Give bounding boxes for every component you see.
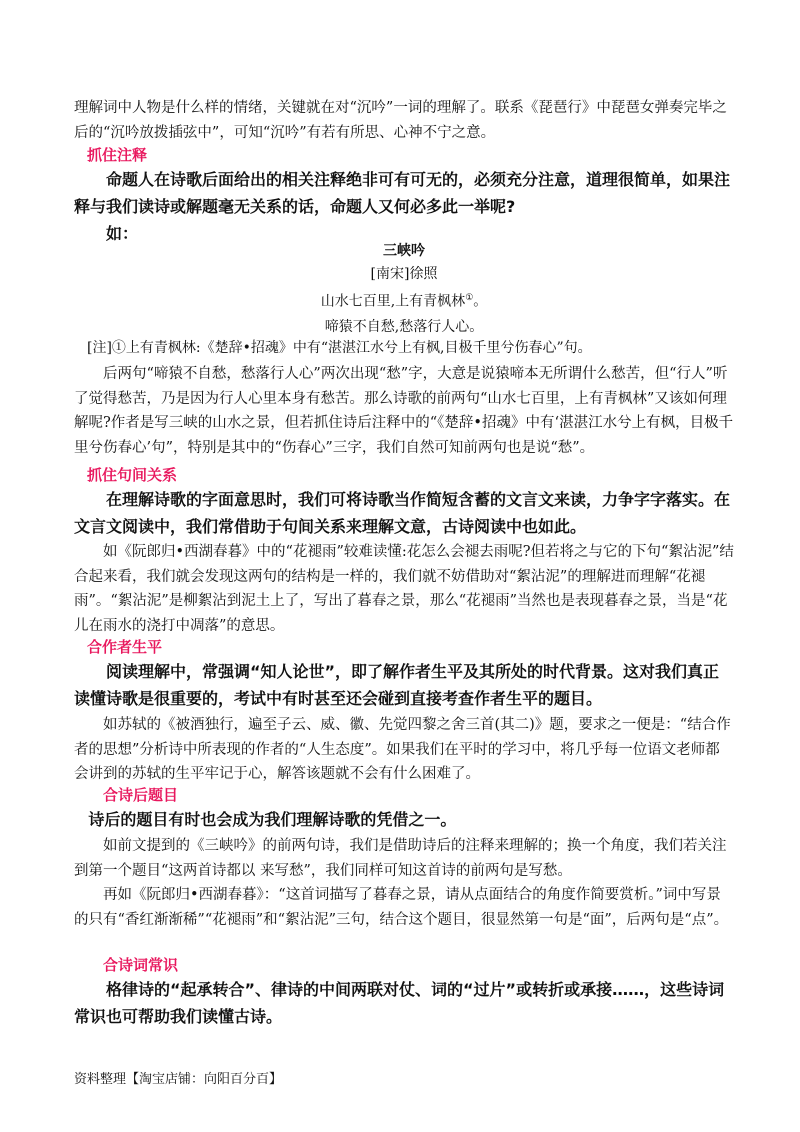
title-example-2 [74, 883, 734, 932]
section-heading-knowledge: 合诗词常识 [103, 956, 179, 974]
notes-analysis [74, 362, 734, 460]
knowledge-paragraph [74, 976, 734, 1030]
example-lead-text: 如： [106, 224, 139, 243]
poem-line-1-end: 。 [473, 293, 488, 310]
poem-author: [南宋]徐照 [370, 266, 438, 282]
title-example-1 [74, 834, 734, 883]
notes-analysis-text: 后两句“啼猿不自愁，愁落行人心”两次出现“愁”字，大意是说猿啼本无所谓什么愁苦，但“行人”听了觉得愁苦，乃是因为行人心里本身有愁苦。那么诗歌的前两句“山水七百里，上有青枫林”又该如何理解呢?作者是写三峡的山水之景，但若抓住诗后注释中的“《楚辞•招魂》中有‘湛湛江水兮上有枫，目极千里兮伤春心’句”，特别是其中的“伤春心”三字，我们自然可知前两句也是说“愁”。 [74, 366, 734, 456]
title-example-1-text: 如前文提到的《三峡吟》的前两句诗，我们是借助诗后的注释来理解的；换一个角度，我们若关注到第一个题目“这两首诗都以 来写愁”，我们同样可知这首诗的前两句是写愁。 [74, 838, 727, 879]
relation-paragraph [74, 486, 734, 540]
poem-title: 三峡吟 [383, 243, 425, 259]
title-paragraph [74, 806, 734, 833]
title-example-2-text: 再如《阮郎归•西湖春暮》：“这首词描写了暮春之景，请从点面结合的角度作简要赏析。”词中写景的只有“香红渐渐稀”“花褪雨”和“絮沾泥”三句，结合这个题目，很显然第一句是“面”，后两句是“点”。 [74, 887, 729, 928]
title-body: 诗后的题目有时也会成为我们理解诗歌的凭借之一。 [88, 810, 457, 829]
author-paragraph [74, 658, 734, 712]
intro-paragraph [74, 96, 734, 145]
section-heading-author: 合作者生平 [87, 638, 163, 656]
poem-note-text: [注]①上有青枫林:《楚辞•招魂》中有“湛湛江水兮上有枫,目极千里兮伤春心”句。 [87, 340, 592, 356]
poem-line-1 [74, 286, 734, 314]
relation-example [74, 540, 734, 638]
poem-line-2: 啼猿不自愁,愁落行人心。 [324, 318, 484, 335]
poem-line-1-text: 山水七百里,上有青枫林 [320, 293, 466, 310]
knowledge-body: 格律诗的“起承转合”、律诗的中间两联对仗、词的“过片”或转折或承接……，这些诗词常识也可帮助我们读懂古诗。 [74, 980, 725, 1026]
notes-paragraph [74, 166, 734, 220]
intro-text: 理解词中人物是什么样的情绪，关键就在对“沉吟”一词的理解了。联系《琵琶行》中琵琶女弹奏完毕之后的“沉吟放拨插弦中”，可知“沉吟”有若有所思、心神不宁之意。 [74, 100, 727, 141]
page-footer: 资料整理【淘宝店铺：向阳百分百】 [74, 1072, 283, 1087]
poem-block [74, 240, 734, 340]
section-heading-title: 合诗后题目 [103, 786, 179, 804]
author-example-text: 如苏轼的《被酒独行，遍至子云、威、徽、先觉四黎之舍三首(其二)》题，要求之一便是：“结合作者的思想”分析诗中所表现的作者的“人生态度”。如果我们在平时的学习中，将几乎每一位语文老师都会讲到的苏轼的生平牢记于心，解答该题就不会有什么困难了。 [74, 717, 731, 782]
notes-body: 命题人在诗歌后面给出的相关注释绝非可有可无的，必须充分注意，道理很简单，如果注释与我们读诗或解题毫无关系的话，命题人又何必多此一举呢? [74, 170, 731, 216]
author-body: 阅读理解中，常强调“知人论世”，即了解作者生平及其所处的时代背景。这对我们真正读懂诗歌是很重要的，考试中有时甚至还会碰到直接考查作者生平的题目。 [74, 662, 720, 708]
relation-example-text: 如《阮郎归•西湖春暮》中的“花褪雨”较难读懂:花怎么会褪去雨呢?但若将之与它的下句“絮沾泥”结合起来看，我们就会发现这两句的结构是一样的，我们就不妨借助对“絮沾泥”的理解进而理解“花褪雨”。“絮沾泥”是柳絮沾到泥土上了，写出了暮春之景，那么“花褪雨”当然也是表现暮春之景，当是“花儿在雨水的浇打中凋落”的意思。 [74, 544, 734, 634]
section-heading-notes: 抓住注释 [87, 146, 148, 164]
section-heading-relation: 抓住句间关系 [87, 466, 178, 484]
author-example [74, 713, 734, 787]
poem-note [87, 336, 734, 360]
footnote-marker: ① [465, 293, 474, 303]
relation-body: 在理解诗歌的字面意思时，我们可将诗歌当作简短含蓄的文言文来读，力争字字落实。在文言文阅读中，我们常借助于句间关系来理解文意，古诗阅读中也如此。 [74, 490, 731, 536]
